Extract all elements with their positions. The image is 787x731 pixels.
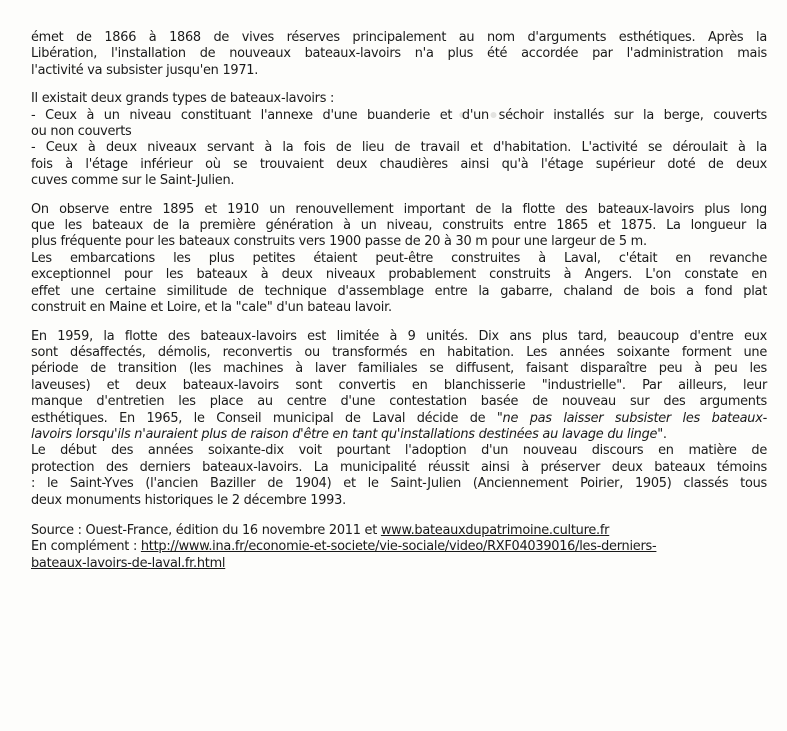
- text-line: manque d'entretien les place au centre d'une contestation basée de nouveau sur des arguments: [31, 394, 767, 410]
- complement-label: En complément :: [31, 539, 141, 555]
- paragraph-fleet-renewal: [31, 202, 767, 317]
- quote-italic: "ne pas laisser subsister les bateaux-: [496, 410, 767, 426]
- text-line: sont désaffectés, démolis, reconvertis ou transformés en habitation. Les années soixante forment une: [31, 344, 767, 360]
- show-through-text: · · ·: [455, 88, 534, 142]
- source-label: Source : Ouest-France, édition du 16 novembre 2011 et: [31, 522, 381, 538]
- complement-line: [31, 539, 767, 555]
- text-line-with-quote: [31, 427, 767, 443]
- text-line: l'activité va subsister jusqu'en 1971.: [31, 62, 259, 78]
- text-line: Les embarcations les plus petites étaient peut-être construites à Laval, c'était en revanche: [31, 250, 767, 266]
- text-segment: .: [662, 426, 667, 442]
- list-item-text: - Ceux à un niveau constituant l'annexe d'une buanderie et d'un séchoir installés sur la berge, couverts: [31, 107, 767, 123]
- culture-link[interactable]: www.bateauxdupatrimoine.culture.fr: [380, 522, 610, 538]
- complement-line-continued: [31, 556, 767, 572]
- list-item-text: fois à l'étage inférieur où se trouvaient deux chaudières ainsi qu'à l'étage supérieur doté de deux: [31, 156, 767, 172]
- text-segment: esthétiques. En 1965, le Conseil municipal de Laval décide de: [31, 410, 497, 426]
- list-item-text: ou non couverts: [31, 124, 132, 140]
- text-line: protection des derniers bateaux-lavoirs. La municipalité réussit ainsi à préserver deux bateaux témoins: [31, 459, 767, 475]
- ina-link[interactable]: http://www.ina.fr/economie-et-societe/vie-sociale/video/RXF04039016/les-derniers-: [140, 539, 657, 555]
- text-line: exceptionnel pour les bateaux à deux niveaux probablement construits à Angers. L'on constate en: [31, 267, 767, 283]
- text-line: Il existait deux grands types de bateaux-lavoirs :: [31, 91, 335, 107]
- text-line: deux monuments historiques le 2 décembre 1993.: [31, 492, 346, 508]
- source-line: [31, 523, 767, 539]
- text-line: effet une certaine similitude de technique d'assemblage entre la gabarre, chaland de bois a fond plat: [31, 283, 767, 299]
- text-line: En 1959, la flotte des bateaux-lavoirs est limitée à 9 unités. Dix ans plus tard, beaucoup d'entre eux: [31, 328, 767, 344]
- text-line: construit en Maine et Loire, et la "cale" d'un bateau lavoir.: [31, 300, 392, 316]
- quote-italic: lavoirs lorsqu'ils n'auraient plus de raison d'être en tant qu'installations destinées au lavage du linge": [31, 426, 663, 442]
- paragraph-decline: [31, 329, 767, 509]
- text-line: émet de 1866 à 1868 de vives réserves principalement au nom d'arguments esthétiques. Après la: [31, 30, 767, 45]
- text-line-with-quote: [31, 411, 767, 427]
- text-line: période de transition (les machines à laver familiales se diffusent, faisant disparaître peu à peu les: [31, 361, 767, 377]
- text-line: On observe entre 1895 et 1910 un renouvellement important de la flotte des bateaux-lavoirs plus long: [31, 201, 767, 217]
- text-line: laveuses) et deux bateaux-lavoirs sont convertis en blanchisserie "industrielle". Par ailleurs, leur: [31, 377, 767, 393]
- paragraph-types: [31, 91, 767, 189]
- text-line: Libération, l'installation de nouveaux bateaux-lavoirs n'a plus été accordée par l'administration mais: [31, 46, 767, 62]
- list-item-text: - Ceux à deux niveaux servant à la fois de lieu de travail et d'habitation. L'activité se déroulait à la: [31, 140, 767, 156]
- source-block: [31, 523, 767, 572]
- paragraph-intro: [31, 30, 767, 79]
- list-item-text: cuves comme sur le Saint-Julien.: [31, 173, 235, 189]
- text-line: plus fréquente pour les bateaux construits vers 1900 passe de 20 à 30 m pour une largeur de 5 m.: [31, 234, 647, 250]
- text-line: Le début des années soixante-dix voit pourtant l'adoption d'un nouveau discours en matière de: [31, 443, 767, 459]
- text-line: que les bateaux de la première génération à un niveau, construits entre 1865 et 1875. La longueur la: [31, 218, 767, 234]
- document-page: [31, 30, 767, 584]
- text-line: : le Saint-Yves (l'ancien Baziller de 1904) et le Saint-Julien (Anciennement Poirier, 1905) classés tous: [31, 476, 767, 492]
- ina-link-continued[interactable]: bateaux-lavoirs-de-laval.fr.html: [31, 555, 226, 571]
